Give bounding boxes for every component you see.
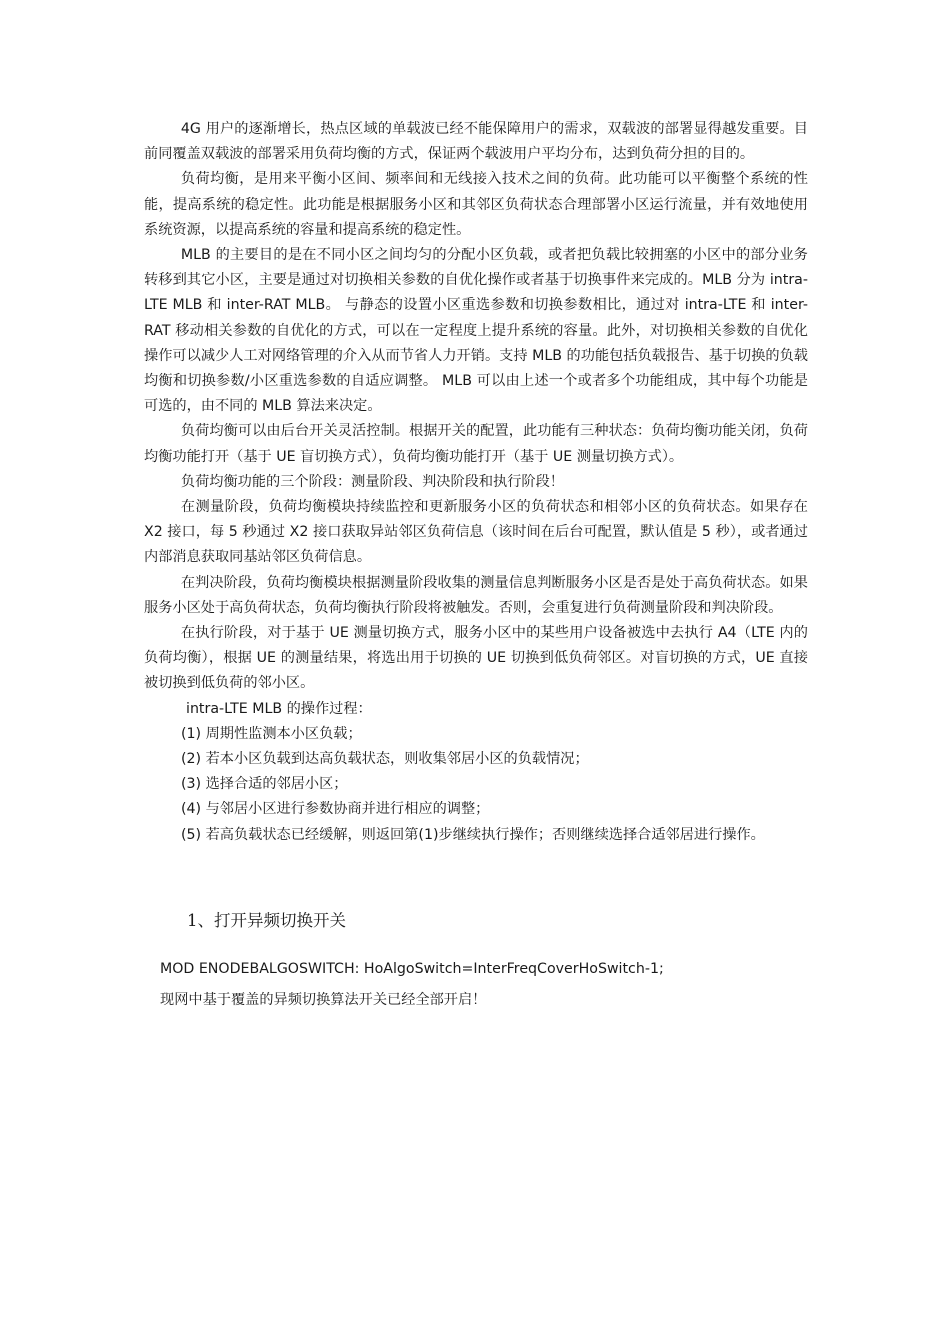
paragraph-switch-control: 负荷均衡可以由后台开关灵活控制。根据开关的配置，此功能有三种状态：负荷均衡功能关闭，负荷均衡功能打开（基于 UE 盲切换方式），负荷均衡功能打开（基于 UE 测量切换方式）。: [144, 423, 808, 465]
list-item-step-2: (2) 若本小区负载到达高负载状态，则收集邻居小区的负载情况；: [181, 751, 589, 768]
list-item-step-5: (5) 若高负载状态已经缓解，则返回第(1)步继续执行操作；否则继续选择合适邻居进行操作。: [181, 826, 765, 843]
paragraph-mlb-purpose: MLB 的主要目的是在不同小区之间均匀的分配小区负载，或者把负载比较拥塞的小区中的部分业务转移到其它小区，主要是通过对切换相关参数的自优化操作或者基于切换事件来完成的。MLB 分为 intra-LTE MLB 和 inter-RAT MLB。 与静态的设置小区重选参数和切换参数相比，通过对 intra-LTE 和 inter-RAT 移动相关参数的自优化的方式，可以在一定程度上提升系统的容量。此外，对切换相关参数的自优化操作可以减少人工对网络管理的介入从而节省人力开销。支持 MLB 的功能包括负载报告、基于切换的负载均衡和切换参数/小区重选参数的自适应调整。 MLB 可以由上述一个或者多个功能组成，其中每个功能是可选的，由不同的 MLB 算法来决定。: [144, 247, 808, 415]
list-item-step-4: (4) 与邻居小区进行参数协商并进行相应的调整；: [181, 801, 490, 818]
paragraph-decision-stage: 在判决阶段，负荷均衡模块根据测量阶段收集的测量信息判断服务小区是否是处于高负荷状态。如果服务小区处于高负荷状态，负荷均衡执行阶段将被触发。否则，会重复进行负荷测量阶段和判决阶段。: [144, 574, 808, 616]
intra-lte-intro: intra-LTE MLB 的操作过程：: [186, 700, 372, 717]
paragraph-load-balancing-definition: 负荷均衡，是用来平衡小区间、频率间和无线接入技术之间的负荷。此功能可以平衡整个系统的性能，提高系统的稳定性。此功能是根据服务小区和其邻区负荷状态合理部署小区运行流量，并有效地使用系统资源，以提高系统的容量和提高系统的稳定性。: [144, 171, 808, 238]
paragraph-three-stages: 负荷均衡功能的三个阶段：测量阶段、判决阶段和执行阶段！: [180, 473, 564, 490]
paragraph-measurement-stage: 在测量阶段，负荷均衡模块持续监控和更新服务小区的负荷状态和相邻小区的负荷状态。如果存在 X2 接口，每 5 秒通过 X2 接口获取异站邻区负荷信息（该时间在后台可配置，默认值是 5 秒），或者通过内部消息获取同基站邻区负荷信息。: [144, 499, 808, 566]
command-text: MOD ENODEBALGOSWITCH: HoAlgoSwitch=InterFreqCoverHoSwitch-1;: [160, 961, 664, 977]
list-item-step-3: (3) 选择合适的邻居小区；: [181, 776, 348, 793]
paragraph-execution-stage: 在执行阶段，对于基于 UE 测量切换方式，服务小区中的某些用户设备被选中去执行 A4（LTE 内的负荷均衡），根据 UE 的测量结果，将选出用于切换的 UE 切换到低负荷邻区。对盲切换的方式，UE 直接被切换到低负荷的邻小区。: [144, 625, 808, 692]
section-heading: 1、打开异频切换开关: [187, 911, 346, 930]
status-note: 现网中基于覆盖的异频切换算法开关已经全部开启！: [160, 992, 487, 1008]
document-body: [144, 117, 808, 848]
list-item-step-1: (1) 周期性监测本小区负载；: [181, 725, 362, 742]
paragraph-dual-carrier: 4G 用户的逐渐增长，热点区域的单载波已经不能保障用户的需求，双载波的部署显得越发重要。目前同覆盖双载波的部署采用负荷均衡的方式，保证两个载波用户平均分布，达到负荷分担的目的。: [144, 121, 808, 163]
